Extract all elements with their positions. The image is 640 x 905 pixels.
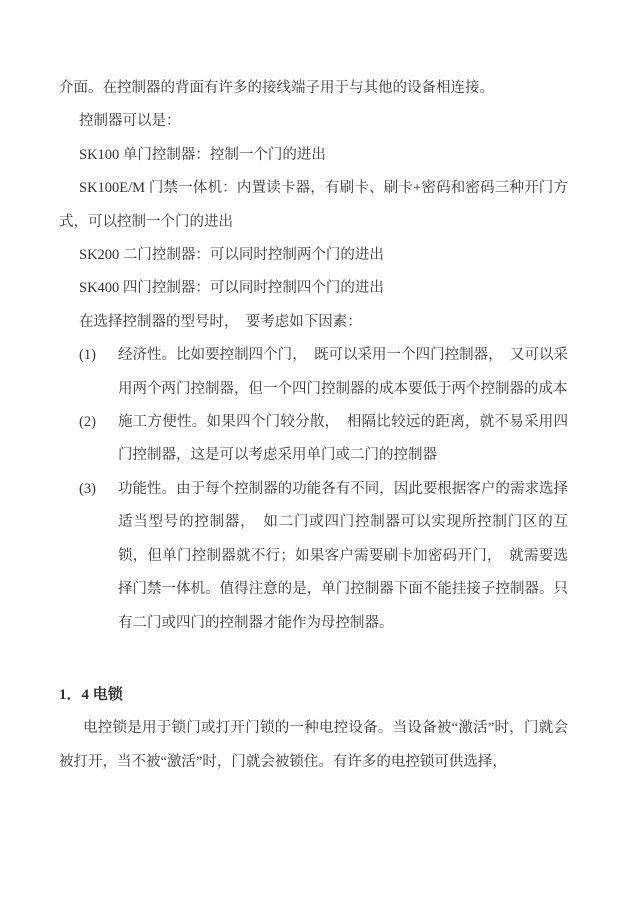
list-item-text: 经济性。比如要控制四个门， 既可以采用一个四门控制器， 又可以采用两个两门控制器，但一个四门控制器的成本要低于两个控制器的成本	[118, 347, 568, 397]
paragraph: 在选择控制器的型号时， 要考虑如下因素：	[79, 313, 362, 330]
section-heading: 1．4 电锁	[59, 686, 123, 703]
list-item-number: (2)	[79, 414, 96, 431]
paragraph: 控制器可以是：	[79, 113, 181, 130]
paragraph: 电控锁是用于锁门或打开门锁的一种电控设备。当设备被“激活”时，门就会被打开，当不被“激活”时，门就会被锁住。有许多的电控锁可供选择，	[59, 720, 568, 770]
paragraph: SK100 单门控制器：控制一个门的进出	[79, 146, 326, 163]
list-item-number: (3)	[79, 480, 96, 497]
numbered-list-item	[59, 473, 568, 640]
paragraph: SK400 四门控制器：可以同时控制四个门的进出	[79, 280, 384, 297]
list-item-number: (1)	[79, 347, 96, 364]
paragraph: SK100E/M 门禁一体机：内置读卡器，有刷卡、刷卡+密码和密码三种开门方式，可以控制一个门的进出	[59, 180, 568, 230]
list-item-text: 施工方便性。如果四个门较分散， 相隔比较远的距离，就不易采用四门控制器，这是可以考虑采用单门或二门的控制器	[118, 414, 568, 464]
document-body	[59, 72, 568, 779]
numbered-list-item	[59, 339, 568, 406]
numbered-list-item	[59, 406, 568, 473]
list-item-text: 功能性。由于每个控制器的功能各有不同，因此要根据客户的需求选择适当型号的控制器， 如二门或四门控制器可以实现所控制门区的互锁，但单门控制器就不行；如果客户需要刷卡加密码开门， 就需要选择门禁一体机。值得注意的是，单门控制器下面不能挂接子控制器。只有二门或四门的控制器才能作为母控制器。	[118, 480, 568, 631]
paragraph: 介面。在控制器的背面有许多的接线端子用于与其他的设备相连接。	[59, 80, 494, 96]
paragraph: SK200 二门控制器：可以同时控制两个门的进出	[79, 247, 384, 264]
